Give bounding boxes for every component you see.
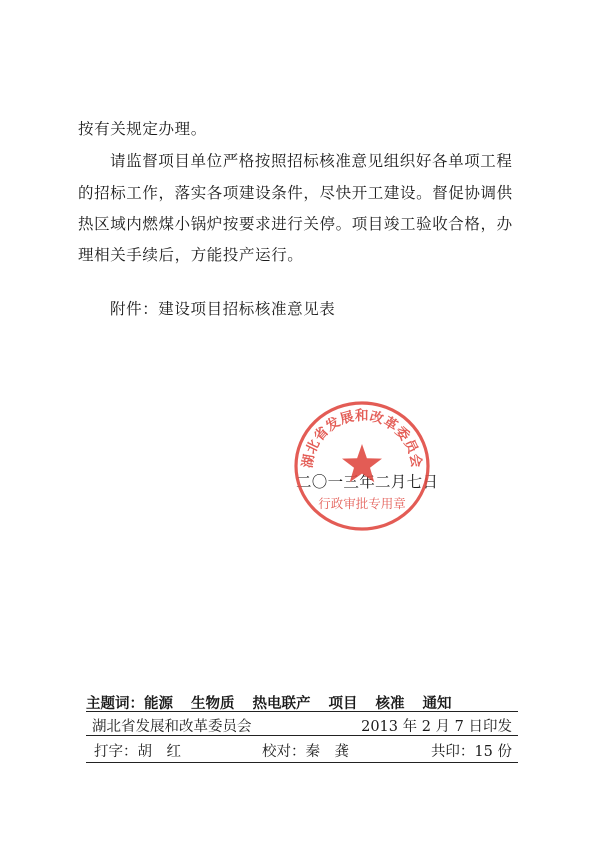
body-line-4: 热区域内燃煤小锅炉按要求进行关停。项目竣工验收合格，办 xyxy=(78,215,513,233)
print-copies: 共印：15 份 xyxy=(430,744,512,760)
footer-divider-bottom xyxy=(86,762,518,763)
subject-keywords-row xyxy=(86,692,518,713)
seal-top-text: 湖北省发展和改革委员会 xyxy=(299,408,425,470)
seal-star-icon xyxy=(342,444,382,482)
body-line-5: 理相关手续后，方能投产运行。 xyxy=(78,246,304,264)
body-line-3: 的招标工作，落实各项建设条件，尽快开工建设。督促协调供 xyxy=(78,184,513,202)
official-seal xyxy=(290,398,434,534)
keyword: 生物质 xyxy=(191,696,235,712)
body-line-1: 按有关规定办理。 xyxy=(78,120,207,138)
body-line-2: 请监督项目单位严格按照招标核准意见组织好各单项工程 xyxy=(110,152,513,170)
typist: 打字：胡 红 xyxy=(94,744,181,760)
issuer-name: 湖北省发展和改革委员会 xyxy=(92,719,252,735)
footer-divider-middle xyxy=(86,735,518,736)
document-date: 二〇一三年二月七日 xyxy=(296,473,439,491)
keyword: 能源 xyxy=(144,696,173,712)
footer-divider-top xyxy=(86,711,518,712)
seal-bottom-text: 行政审批专用章 xyxy=(318,496,406,511)
keyword: 热电联产 xyxy=(252,696,311,712)
attachment-line: 附件：建设项目招标核准意见表 xyxy=(110,300,336,318)
keyword: 核准 xyxy=(375,696,405,712)
subject-label: 主题词： xyxy=(86,696,144,712)
issue-date: 2013 年 2 月 7 日印发 xyxy=(361,719,512,735)
proofreader: 校对：秦 龚 xyxy=(262,744,349,760)
keyword: 通知 xyxy=(422,696,452,712)
keyword: 项目 xyxy=(328,696,358,712)
